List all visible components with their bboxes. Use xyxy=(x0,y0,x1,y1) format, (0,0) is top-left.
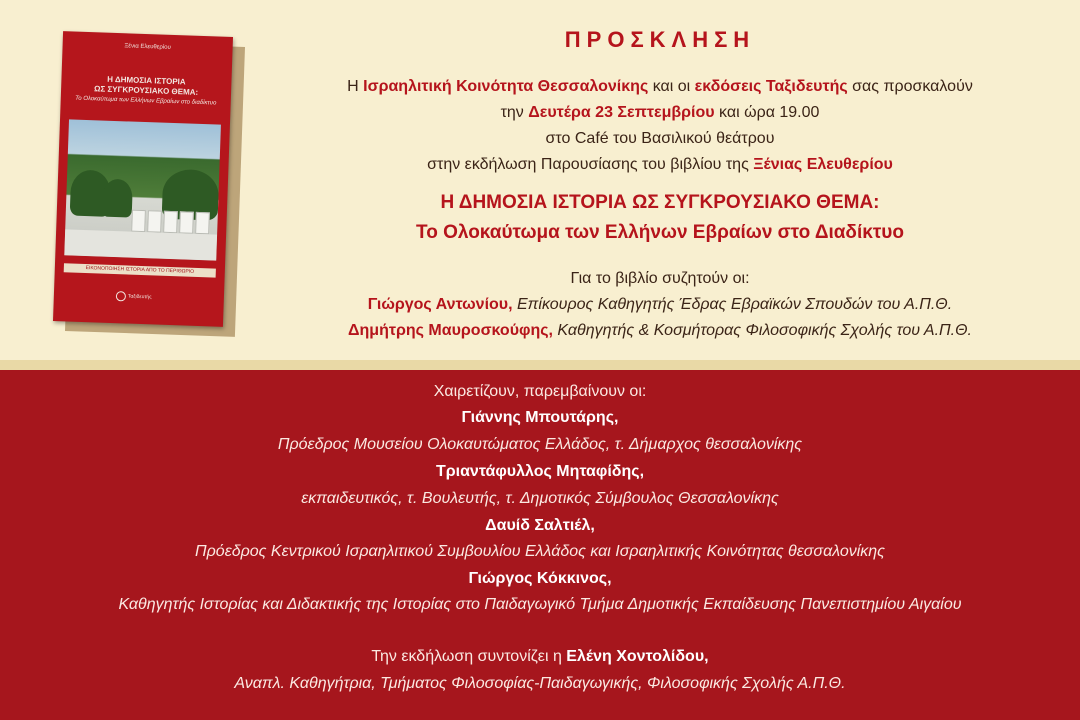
tree-shape xyxy=(102,179,133,218)
coordinator-prefix: Την εκδήλωση συντονίζει η xyxy=(371,648,567,665)
book-cover-image xyxy=(53,31,233,327)
invitation-title: ΠΡΟΣΚΛΗΣΗ xyxy=(564,27,756,52)
intro-text: σας προσκαλούν xyxy=(847,78,973,95)
speaker-role: Καθηγητής Ιστορίας και Διδακτικής της Ιστορίας στο Παιδαγωγικό Τμήμα Δημοτικής Εκπαίδευσης Πανεπιστημίου Αιγαίου xyxy=(118,596,962,613)
memorial-floor xyxy=(64,229,217,260)
memorial-slab xyxy=(163,211,178,233)
coordinator-role: Αναπλ. Καθηγήτρια, Τμήματος Φιλοσοφίας-Παιδαγωγικής, Φιλοσοφικής Σχολής Α.Π.Θ. xyxy=(234,675,846,692)
greetings-heading: Χαιρετίζουν, παρεμβαίνουν οι: xyxy=(433,383,647,400)
publisher-logo-icon xyxy=(116,291,126,301)
event-date: Δευτέρα 23 Σεπτεμβρίου xyxy=(528,104,715,121)
publisher-name: εκδόσεις Ταξιδευτής xyxy=(694,78,848,95)
speaker-role: Πρόεδρος Μουσείου Ολοκαυτώματος Ελλάδος, τ. Δήμαρχος θεσσαλονίκης xyxy=(277,436,803,453)
event-time: και ώρα 19.00 xyxy=(714,104,820,121)
intro-text: και οι xyxy=(648,78,695,95)
discussant-role: Καθηγητής & Κοσμήτορας Φιλοσοφικής Σχολής του Α.Π.Θ. xyxy=(552,322,972,339)
book-cover-series-band: ΕΙΚΟΝΟΠΟΙΗΣΗ ΙΣΤΟΡΙΑ ΑΠΟ ΤΟ ΠΕΡΙΘΩΡΙΟ xyxy=(64,263,216,277)
intro-line-2 xyxy=(240,102,1080,124)
memorial-slab xyxy=(131,210,146,232)
coordinator-name: Ελένη Χοντολίδου, xyxy=(566,648,709,665)
community-name: Ισραηλιτική Κοινότητα Θεσσαλονίκης xyxy=(363,78,649,95)
intro-line-1 xyxy=(240,76,1080,98)
book-cover-author: Ξένια Ελευθερίου xyxy=(124,43,171,51)
discussant-name: Δημήτρης Μαυροσκούφης, xyxy=(348,322,553,339)
speaker-role: εκπαιδευτικός, τ. Βουλευτής, τ. Δημοτικός Σύμβουλος Θεσσαλονίκης xyxy=(301,490,779,507)
intro-line-4 xyxy=(240,154,1080,176)
event-venue: στο Café του Βασιλικού θεάτρου xyxy=(545,130,775,147)
author-name: Ξένιας Ελευθερίου xyxy=(753,156,893,173)
discussants-heading: Για το βιβλίο συζητούν οι: xyxy=(570,270,750,287)
book-title-line2: Το Ολοκαύτωμα των Ελλήνων Εβραίων στο Διαδίκτυο xyxy=(416,222,904,243)
book-cover-title-line2: ΩΣ ΣΥΓΚΡΟΥΣΙΑΚΟ ΘΕΜΑ: xyxy=(93,84,199,97)
speaker-name: Γιώργος Κόκκινος, xyxy=(468,570,612,587)
book-cover-photo xyxy=(64,119,221,260)
discussant-role: Επίκουρος Καθηγητής Έδρας Εβραϊκών Σπουδών του Α.Π.Θ. xyxy=(512,296,953,313)
speaker-role: Πρόεδρος Κεντρικού Ισραηλιτικού Συμβουλίου Ελλάδος και Ισραηλιτικής Κοινότητας θεσσαλονίκης xyxy=(195,543,885,560)
speaker-name: Τριαντάφυλλος Μηταφίδης, xyxy=(435,463,645,480)
divider xyxy=(0,360,1080,370)
book-title-line1: Η ΔΗΜΟΣΙΑ ΙΣΤΟΡΙΑ ΩΣ ΣΥΓΚΡΟΥΣΙΑΚΟ ΘΕΜΑ: xyxy=(440,192,880,213)
discussant-2 xyxy=(240,320,1080,342)
speaker-name: Γιάννης Μπουτάρης, xyxy=(461,409,619,426)
speaker-name: Δαυίδ Σαλτιέλ, xyxy=(485,517,595,534)
intro-text: Η xyxy=(347,78,364,95)
coordinator-line xyxy=(0,648,1080,666)
discussant-name: Γιώργος Αντωνίου, xyxy=(367,296,513,313)
book-cover-subtitle: Το Ολοκαύτωμα των Ελλήνων Εβραίων στο διαδίκτυο xyxy=(75,95,217,107)
discussant-1 xyxy=(240,294,1080,316)
intro-text: την xyxy=(500,104,529,121)
memorial-slab xyxy=(179,211,194,233)
memorial-slab xyxy=(147,210,162,232)
book-cover-title-line1: Η ΔΗΜΟΣΙΑ ΙΣΤΟΡΙΑ xyxy=(107,74,186,87)
intro-text: στην εκδήλωση Παρουσίασης του βιβλίου της xyxy=(427,156,754,173)
book-cover-publisher: Ταξιδευτής xyxy=(127,293,152,301)
memorial-slab xyxy=(195,212,210,234)
